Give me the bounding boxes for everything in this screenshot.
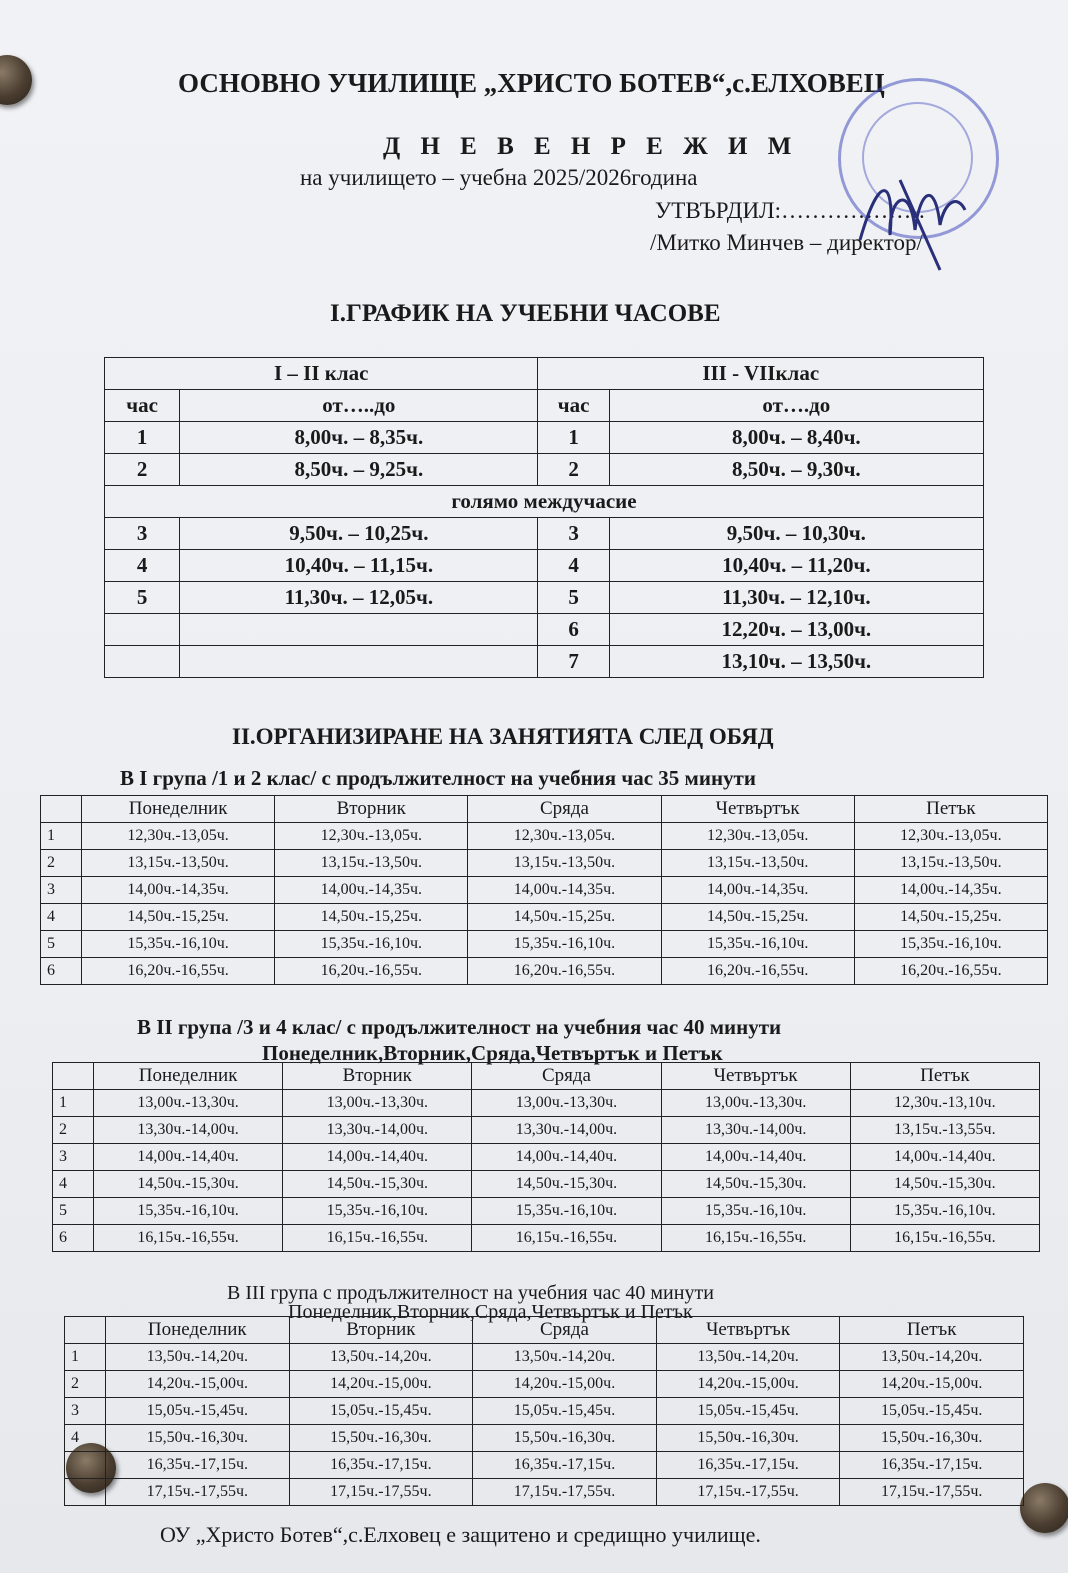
day-header: Четвъртък: [661, 796, 854, 823]
time-range: 9,50ч. – 10,25ч.: [180, 518, 538, 550]
corner-cell: [53, 1063, 94, 1090]
day-header: Петък: [840, 1317, 1024, 1344]
school-name: ОСНОВНО УЧИЛИЩЕ „ХРИСТО БОТЕВ“,с.ЕЛХОВЕЦ: [178, 68, 885, 98]
time-range: 11,30ч. – 12,05ч.: [180, 582, 538, 614]
time-range: 15,35ч.-16,10ч.: [468, 931, 661, 958]
time-range: 15,50ч.-16,30ч.: [289, 1425, 473, 1452]
time-range: 15,50ч.-16,30ч.: [106, 1425, 290, 1452]
table-row: [105, 550, 984, 582]
time-range: 14,00ч.-14,35ч.: [275, 877, 468, 904]
time-range: 15,35ч.-16,10ч.: [94, 1198, 283, 1225]
time-range: 14,50ч.-15,30ч.: [94, 1171, 283, 1198]
time-range: 11,30ч. – 12,10ч.: [609, 582, 983, 614]
time-range: 16,15ч.-16,55ч.: [472, 1225, 661, 1252]
time-range: 14,50ч.-15,25ч.: [82, 904, 275, 931]
hour-number: 5: [105, 582, 180, 614]
hour-number: 4: [53, 1171, 94, 1198]
time-range: 15,50ч.-16,30ч.: [840, 1425, 1024, 1452]
hour-number: 3: [65, 1398, 106, 1425]
table-row: [41, 904, 1048, 931]
time-range: 15,05ч.-15,45ч.: [840, 1398, 1024, 1425]
time-range: 17,15ч.-17,55ч.: [473, 1479, 657, 1506]
time-range: 16,15ч.-16,55ч.: [850, 1225, 1039, 1252]
group3-table: [64, 1316, 1024, 1506]
time-range: 12,30ч.-13,05ч.: [275, 823, 468, 850]
time-range: 14,00ч.-14,40ч.: [472, 1144, 661, 1171]
hour-number: 3: [53, 1144, 94, 1171]
time-range: 17,15ч.-17,55ч.: [289, 1479, 473, 1506]
table-row: [53, 1117, 1040, 1144]
time-range: [180, 646, 538, 678]
hour-number: 6: [41, 958, 82, 985]
col-hour: час: [105, 390, 180, 422]
time-range: 15,35ч.-16,10ч.: [82, 931, 275, 958]
time-range: 8,00ч. – 8,35ч.: [180, 422, 538, 454]
time-range: 16,20ч.-16,55ч.: [854, 958, 1047, 985]
hour-number: 4: [41, 904, 82, 931]
big-break-row: голямо междучасие: [105, 486, 984, 518]
hour-number: 5: [538, 582, 609, 614]
table-row: [65, 1398, 1024, 1425]
time-range: 13,30ч.-14,00ч.: [661, 1117, 850, 1144]
hour-number: 2: [105, 454, 180, 486]
school-year: на училището – учебна 2025/2026година: [300, 165, 698, 190]
table-row: [53, 1090, 1040, 1117]
table-row: [65, 1371, 1024, 1398]
table-row: [65, 1344, 1024, 1371]
time-range: 15,35ч.-16,10ч.: [850, 1198, 1039, 1225]
group-header-left: I – II клас: [105, 358, 538, 390]
pushpin-icon: [1020, 1483, 1068, 1533]
time-range: 17,15ч.-17,55ч.: [656, 1479, 840, 1506]
group2-caption: В II група /3 и 4 клас/ с продължителност на учебния час 40 минути: [137, 1015, 782, 1039]
table-row: [65, 1479, 1024, 1506]
time-range: 15,50ч.-16,30ч.: [656, 1425, 840, 1452]
time-range: 15,05ч.-15,45ч.: [473, 1398, 657, 1425]
time-range: 15,50ч.-16,30ч.: [473, 1425, 657, 1452]
time-range: 14,20ч.-15,00ч.: [656, 1371, 840, 1398]
table-row: [41, 823, 1048, 850]
time-range: 13,50ч.-14,20ч.: [289, 1344, 473, 1371]
time-range: 13,50ч.-14,20ч.: [106, 1344, 290, 1371]
time-range: 16,20ч.-16,55ч.: [82, 958, 275, 985]
time-range: 14,20ч.-15,00ч.: [106, 1371, 290, 1398]
time-range: 12,20ч. – 13,00ч.: [609, 614, 983, 646]
hour-number: [105, 646, 180, 678]
time-range: 13,15ч.-13,50ч.: [661, 850, 854, 877]
hour-number: 1: [105, 422, 180, 454]
time-range: 16,20ч.-16,55ч.: [661, 958, 854, 985]
hour-number: 6: [538, 614, 609, 646]
col-hour: час: [538, 390, 609, 422]
table-row: [53, 1171, 1040, 1198]
time-range: 13,10ч. – 13,50ч.: [609, 646, 983, 678]
hour-number: [105, 614, 180, 646]
hour-number: 3: [105, 518, 180, 550]
time-range: 16,15ч.-16,55ч.: [661, 1225, 850, 1252]
group2-table: [52, 1062, 1040, 1252]
group3-caption: В III група с продължителност на учебния час 40 минути: [227, 1282, 714, 1304]
time-range: 15,05ч.-15,45ч.: [656, 1398, 840, 1425]
time-range: 13,50ч.-14,20ч.: [840, 1344, 1024, 1371]
hour-number: 6: [53, 1225, 94, 1252]
day-header: Четвъртък: [661, 1063, 850, 1090]
time-range: 15,35ч.-16,10ч.: [661, 931, 854, 958]
col-range: от….до: [609, 390, 983, 422]
signature-icon: [840, 140, 1000, 290]
section-title-afternoon: II.ОРГАНИЗИРАНЕ НА ЗАНЯТИЯТА СЛЕД ОБЯД: [232, 724, 774, 749]
time-range: 14,50ч.-15,30ч.: [661, 1171, 850, 1198]
time-range: 14,20ч.-15,00ч.: [473, 1371, 657, 1398]
time-range: 14,00ч.-14,40ч.: [94, 1144, 283, 1171]
time-range: 16,15ч.-16,55ч.: [94, 1225, 283, 1252]
hour-number: 1: [65, 1344, 106, 1371]
time-range: 13,15ч.-13,50ч.: [468, 850, 661, 877]
group2-days-caption: Понеделник,Вторник,Сряда,Четвъртък и Петък: [262, 1041, 723, 1065]
table-row: [105, 518, 984, 550]
hour-number: 2: [65, 1371, 106, 1398]
time-range: 16,20ч.-16,55ч.: [275, 958, 468, 985]
table-row: [53, 1225, 1040, 1252]
time-range: 14,00ч.-14,40ч.: [850, 1144, 1039, 1171]
table-row: [65, 1452, 1024, 1479]
time-range: 16,35ч.-17,15ч.: [840, 1452, 1024, 1479]
table-row: [41, 931, 1048, 958]
corner-cell: [41, 796, 82, 823]
hour-number: 2: [53, 1117, 94, 1144]
table-row: [53, 1198, 1040, 1225]
time-range: 14,00ч.-14,35ч.: [82, 877, 275, 904]
time-range: 13,00ч.-13,30ч.: [94, 1090, 283, 1117]
time-range: 14,50ч.-15,25ч.: [854, 904, 1047, 931]
hour-number: 4: [65, 1425, 106, 1452]
time-range: 15,35ч.-16,10ч.: [275, 931, 468, 958]
time-range: 14,00ч.-14,35ч.: [854, 877, 1047, 904]
hour-number: 5: [53, 1198, 94, 1225]
time-range: 13,00ч.-13,30ч.: [472, 1090, 661, 1117]
day-header: Вторник: [275, 796, 468, 823]
hour-number: [65, 1452, 106, 1479]
time-range: 14,50ч.-15,25ч.: [275, 904, 468, 931]
hour-number: 2: [538, 454, 609, 486]
time-range: 17,15ч.-17,55ч.: [106, 1479, 290, 1506]
time-range: 13,15ч.-13,50ч.: [275, 850, 468, 877]
time-range: 14,50ч.-15,25ч.: [661, 904, 854, 931]
table-row: [105, 454, 984, 486]
time-range: 16,15ч.-16,55ч.: [283, 1225, 472, 1252]
table-row: [105, 614, 984, 646]
hour-number: 1: [53, 1090, 94, 1117]
time-range: 16,35ч.-17,15ч.: [473, 1452, 657, 1479]
time-range: 14,00ч.-14,40ч.: [661, 1144, 850, 1171]
table-row: [105, 646, 984, 678]
time-range: 14,50ч.-15,30ч.: [850, 1171, 1039, 1198]
time-range: 13,50ч.-14,20ч.: [656, 1344, 840, 1371]
table-row: [53, 1144, 1040, 1171]
time-range: 16,35ч.-17,15ч.: [106, 1452, 290, 1479]
day-header: Сряда: [473, 1317, 657, 1344]
time-range: 14,00ч.-14,35ч.: [661, 877, 854, 904]
table-row: [105, 422, 984, 454]
hour-number: 7: [538, 646, 609, 678]
time-range: 13,30ч.-14,00ч.: [472, 1117, 661, 1144]
time-range: 10,40ч. – 11,20ч.: [609, 550, 983, 582]
table-row: [65, 1425, 1024, 1452]
table-row: [105, 582, 984, 614]
day-header: Петък: [854, 796, 1047, 823]
time-range: 17,15ч.-17,55ч.: [840, 1479, 1024, 1506]
time-range: 15,05ч.-15,45ч.: [289, 1398, 473, 1425]
day-header: Понеделник: [94, 1063, 283, 1090]
document-title: Д Н Е В Е Н Р Е Ж И М: [383, 133, 799, 160]
col-range: от…..до: [180, 390, 538, 422]
time-range: [180, 614, 538, 646]
time-range: 8,50ч. – 9,25ч.: [180, 454, 538, 486]
hour-number: 2: [41, 850, 82, 877]
hour-number: 3: [538, 518, 609, 550]
time-range: 15,35ч.-16,10ч.: [854, 931, 1047, 958]
day-header: Сряда: [472, 1063, 661, 1090]
table-row: [41, 850, 1048, 877]
time-range: 10,40ч. – 11,15ч.: [180, 550, 538, 582]
hour-number: 1: [41, 823, 82, 850]
time-range: 14,50ч.-15,30ч.: [472, 1171, 661, 1198]
time-range: 15,35ч.-16,10ч.: [661, 1198, 850, 1225]
footer-note: ОУ „Христо Ботев“,с.Елховец е защитено и средищно училище.: [160, 1522, 761, 1547]
hour-number: 3: [41, 877, 82, 904]
time-range: 12,30ч.-13,05ч.: [468, 823, 661, 850]
day-header: Понеделник: [82, 796, 275, 823]
time-range: 8,50ч. – 9,30ч.: [609, 454, 983, 486]
time-range: 15,35ч.-16,10ч.: [472, 1198, 661, 1225]
time-range: 13,15ч.-13,55ч.: [850, 1117, 1039, 1144]
time-range: 13,50ч.-14,20ч.: [473, 1344, 657, 1371]
hour-number: 4: [538, 550, 609, 582]
time-range: 13,00ч.-13,30ч.: [661, 1090, 850, 1117]
group-header-right: III - VIIклас: [538, 358, 984, 390]
table-row: [41, 958, 1048, 985]
time-range: 13,15ч.-13,50ч.: [82, 850, 275, 877]
lesson-schedule-table: [104, 357, 984, 678]
time-range: 14,00ч.-14,40ч.: [283, 1144, 472, 1171]
time-range: 15,05ч.-15,45ч.: [106, 1398, 290, 1425]
day-header: Вторник: [289, 1317, 473, 1344]
time-range: 12,30ч.-13,10ч.: [850, 1090, 1039, 1117]
time-range: 12,30ч.-13,05ч.: [661, 823, 854, 850]
group1-table: [40, 795, 1048, 985]
time-range: 9,50ч. – 10,30ч.: [609, 518, 983, 550]
hour-number: 4: [105, 550, 180, 582]
time-range: 14,20ч.-15,00ч.: [840, 1371, 1024, 1398]
day-header: Сряда: [468, 796, 661, 823]
time-range: 13,15ч.-13,50ч.: [854, 850, 1047, 877]
pushpin-icon: [0, 55, 32, 105]
time-range: 14,50ч.-15,30ч.: [283, 1171, 472, 1198]
day-header: Понеделник: [106, 1317, 290, 1344]
time-range: 16,20ч.-16,55ч.: [468, 958, 661, 985]
time-range: 14,50ч.-15,25ч.: [468, 904, 661, 931]
section-title-schedule: I.ГРАФИК НА УЧЕБНИ ЧАСОВЕ: [330, 300, 721, 327]
time-range: 12,30ч.-13,05ч.: [854, 823, 1047, 850]
time-range: 15,35ч.-16,10ч.: [283, 1198, 472, 1225]
hour-number: 5: [41, 931, 82, 958]
time-range: 13,00ч.-13,30ч.: [283, 1090, 472, 1117]
group1-caption: В I група /1 и 2 клас/ с продължителност на учебния час 35 минути: [120, 766, 756, 790]
approved-line: УТВЪРДИЛ:……………….: [655, 198, 925, 223]
time-range: 16,35ч.-17,15ч.: [656, 1452, 840, 1479]
hour-number: 1: [538, 422, 609, 454]
time-range: 16,35ч.-17,15ч.: [289, 1452, 473, 1479]
corner-cell: [65, 1317, 106, 1344]
time-range: 14,00ч.-14,35ч.: [468, 877, 661, 904]
time-range: 14,20ч.-15,00ч.: [289, 1371, 473, 1398]
day-header: Вторник: [283, 1063, 472, 1090]
day-header: Петък: [850, 1063, 1039, 1090]
table-row: [41, 877, 1048, 904]
time-range: 12,30ч.-13,05ч.: [82, 823, 275, 850]
time-range: 13,30ч.-14,00ч.: [283, 1117, 472, 1144]
director-line: /Митко Минчев – директор/: [650, 230, 923, 255]
group3-days-caption: Понеделник,Вторник,Сряда,Четвъртък и Петък: [288, 1301, 693, 1323]
time-range: 13,30ч.-14,00ч.: [94, 1117, 283, 1144]
time-range: 8,00ч. – 8,40ч.: [609, 422, 983, 454]
hour-number: [65, 1479, 106, 1506]
day-header: Четвъртък: [656, 1317, 840, 1344]
